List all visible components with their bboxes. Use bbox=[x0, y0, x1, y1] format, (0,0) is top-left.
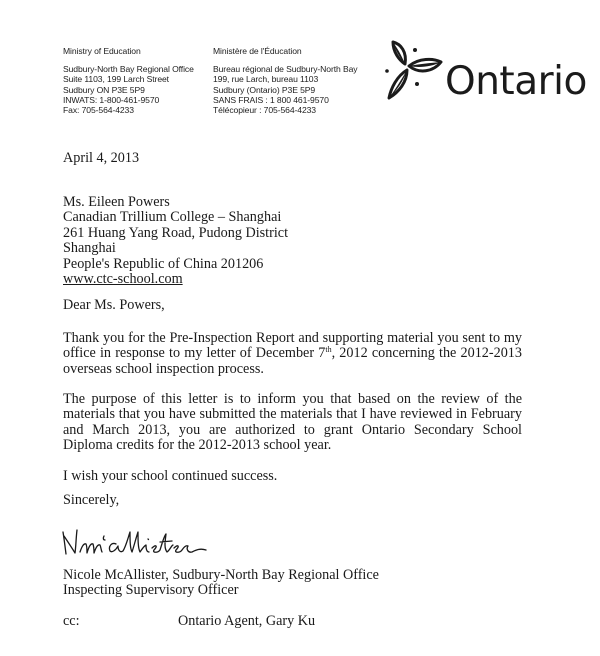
letter-date: April 4, 2013 bbox=[63, 150, 140, 166]
office-city-fr: Sudbury (Ontario) P3E 5P9 bbox=[213, 84, 316, 95]
ministry-title-fr: Ministère de l'Éducation bbox=[213, 46, 302, 56]
paragraph-1-text-b: , 2012 concerning the 2012-2013 overseas school inspection process. bbox=[63, 345, 522, 377]
recipient-website-link[interactable]: www.ctc-school.com bbox=[63, 271, 183, 288]
recipient-city: Shanghai bbox=[63, 240, 116, 257]
signer-title: Inspecting Supervisory Officer bbox=[63, 582, 239, 599]
letterhead-english bbox=[63, 46, 194, 115]
office-name-en: Sudbury-North Bay Regional Office bbox=[63, 64, 194, 75]
cc-recipient: Ontario Agent, Gary Ku bbox=[178, 613, 316, 629]
body-paragraph-3: I wish your school continued success. bbox=[63, 468, 278, 484]
office-city-en: Sudbury ON P3E 5P9 bbox=[63, 84, 145, 95]
recipient-organization: Canadian Trillium College – Shanghai bbox=[63, 209, 282, 226]
body-paragraph-2: The purpose of this letter is to inform you that based on the review of the materials that you have submitted the materials that I have reviewed in February and March 2013, you are authorized to grant Ontario Secondary School Diploma credits for the 2012-2013 school year. bbox=[63, 391, 522, 454]
recipient-name: Ms. Eileen Powers bbox=[63, 194, 170, 210]
handwritten-signature bbox=[60, 526, 210, 560]
office-phone-fr: SANS FRAIS : 1 800 461-9570 bbox=[213, 94, 329, 105]
salutation: Dear Ms. Powers, bbox=[63, 297, 165, 313]
paragraph-1-text-a: Thank you for the Pre-Inspection Report and supporting material you sent to my office in response to my letter of December 7 bbox=[63, 330, 522, 362]
closing: Sincerely, bbox=[63, 492, 120, 508]
trillium-icon bbox=[383, 38, 447, 102]
letterhead-french bbox=[213, 46, 358, 115]
signer-block bbox=[63, 568, 379, 599]
cc-label: cc: bbox=[63, 613, 80, 629]
office-street-fr: 199, rue Larch, bureau 1103 bbox=[213, 74, 319, 85]
ontario-wordmark: Ontario bbox=[445, 59, 587, 104]
office-fax-en: Fax: 705-564-4233 bbox=[63, 105, 134, 116]
office-fax-fr: Télécopieur : 705-564-4233 bbox=[213, 105, 316, 116]
cc-line bbox=[63, 614, 423, 629]
body-paragraph-1 bbox=[63, 331, 522, 377]
office-street-en: Suite 1103, 199 Larch Street bbox=[63, 74, 169, 85]
office-phone-en: INWATS: 1-800-461-9570 bbox=[63, 94, 160, 105]
recipient-country: People's Republic of China 201206 bbox=[63, 255, 264, 272]
recipient-street: 261 Huang Yang Road, Pudong District bbox=[63, 224, 289, 241]
office-name-fr: Bureau régional de Sudbury-North Bay bbox=[213, 64, 358, 75]
ordinal-suffix: th bbox=[325, 345, 332, 355]
signer-name-office: Nicole McAllister, Sudbury-North Bay Regional Office bbox=[63, 567, 379, 583]
recipient-address bbox=[63, 195, 288, 287]
ministry-title-en: Ministry of Education bbox=[63, 46, 141, 56]
